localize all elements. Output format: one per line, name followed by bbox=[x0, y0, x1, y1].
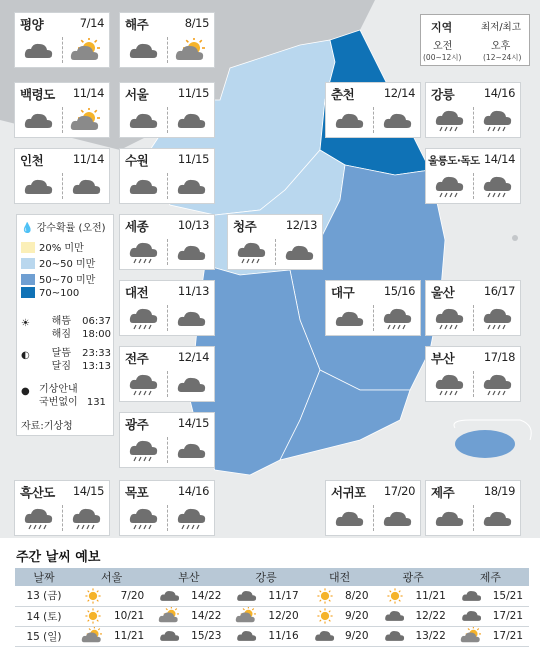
weekly-cell bbox=[375, 606, 452, 626]
weekly-cell bbox=[452, 606, 529, 626]
weekly-temp: 14/22 bbox=[191, 610, 222, 622]
sun-cloud-icon bbox=[79, 627, 107, 645]
legend-title-text: 강수확률 (오전) bbox=[36, 223, 106, 234]
cloud-icon bbox=[172, 240, 212, 266]
city-temp: 10/13 bbox=[177, 218, 209, 232]
city-card bbox=[425, 480, 521, 536]
weekly-temp: 11/17 bbox=[268, 589, 299, 602]
cloud-icon bbox=[381, 627, 409, 645]
legend-item-50-70: 50~70 미만 bbox=[21, 271, 95, 286]
city-name: 해주 bbox=[125, 17, 149, 32]
pm-weather bbox=[63, 35, 111, 67]
am-weather bbox=[120, 503, 168, 535]
city-name: 수원 bbox=[125, 153, 149, 168]
rain-icon bbox=[124, 438, 164, 464]
am-weather bbox=[120, 237, 168, 269]
pm-weather bbox=[168, 237, 216, 269]
city-temp: 18/19 bbox=[483, 484, 515, 498]
pm-weather bbox=[374, 105, 422, 137]
weekly-date: 14 (토) bbox=[15, 606, 73, 626]
city-card bbox=[325, 480, 421, 536]
am-weather bbox=[15, 35, 63, 67]
cloud-icon bbox=[19, 108, 59, 134]
am-weather bbox=[326, 503, 374, 535]
cloud-icon bbox=[124, 38, 164, 64]
am-weather bbox=[120, 303, 168, 335]
weekly-cell bbox=[150, 586, 227, 606]
weekly-temp: 14/22 bbox=[191, 589, 222, 602]
weekly-cell bbox=[150, 606, 227, 626]
city-card bbox=[227, 214, 323, 270]
pm-weather bbox=[168, 503, 216, 535]
rain-icon bbox=[478, 306, 518, 332]
pm-weather bbox=[168, 35, 216, 67]
sun-cloud-icon bbox=[233, 607, 261, 625]
pm-weather bbox=[374, 303, 422, 335]
key-am-range: (00~12시) bbox=[423, 53, 462, 62]
weekly-temp: 12/22 bbox=[415, 610, 446, 622]
city-name: 흑산도 bbox=[20, 485, 55, 500]
city-name: 평양 bbox=[20, 17, 44, 32]
rain-icon bbox=[124, 372, 164, 398]
am-weather bbox=[326, 105, 374, 137]
sun-cloud-icon bbox=[156, 607, 184, 625]
cloud-icon bbox=[378, 108, 418, 134]
weekly-title: 주간 날씨 예보 bbox=[16, 550, 101, 565]
city-name: 강릉 bbox=[431, 87, 455, 102]
city-temp: 11/13 bbox=[177, 284, 209, 298]
city-card bbox=[425, 280, 521, 336]
forecast-info: ● 기상안내 국번없이 131 bbox=[21, 384, 106, 408]
pm-weather bbox=[474, 303, 522, 335]
am-weather bbox=[120, 171, 168, 203]
city-name: 대구 bbox=[331, 285, 355, 300]
cloud-icon bbox=[124, 174, 164, 200]
city-name: 제주 bbox=[431, 485, 455, 500]
am-weather bbox=[426, 171, 474, 203]
sun-cloud-icon bbox=[67, 108, 107, 134]
cloud-icon bbox=[280, 240, 320, 266]
city-name: 전주 bbox=[125, 351, 149, 366]
cloud-icon bbox=[172, 438, 212, 464]
cloud-icon bbox=[330, 506, 370, 532]
weekly-cell bbox=[305, 586, 375, 606]
city-name: 서울 bbox=[125, 87, 149, 102]
legend-item-lt20: 20% 미만 bbox=[21, 239, 84, 254]
city-name: 세종 bbox=[125, 219, 149, 234]
rain-icon bbox=[124, 306, 164, 332]
weekly-temp: 10/21 bbox=[113, 610, 145, 622]
weekly-temp: 11/21 bbox=[113, 630, 145, 642]
weekly-header: 대전 bbox=[305, 568, 375, 586]
city-name: 서귀포 bbox=[331, 485, 366, 500]
cloud-icon bbox=[430, 506, 470, 532]
legend bbox=[16, 214, 114, 436]
weekly-cell bbox=[73, 606, 150, 626]
weekly-row bbox=[15, 626, 529, 646]
weekly-row bbox=[15, 586, 529, 606]
pm-weather bbox=[474, 171, 522, 203]
rain-icon bbox=[172, 506, 212, 532]
key-box bbox=[420, 14, 530, 66]
am-weather bbox=[426, 303, 474, 335]
cloud-icon bbox=[172, 174, 212, 200]
weekly-cell bbox=[375, 586, 452, 606]
weekly-forecast-table bbox=[15, 568, 529, 647]
city-card bbox=[119, 12, 215, 68]
rain-icon bbox=[430, 174, 470, 200]
am-weather bbox=[426, 105, 474, 137]
sun-times: ☀ 해뜸 06:37 해짐 18:00 bbox=[21, 316, 111, 340]
am-weather bbox=[15, 105, 63, 137]
pm-weather bbox=[168, 171, 216, 203]
city-name: 백령도 bbox=[20, 87, 55, 102]
weekly-temp: 13/22 bbox=[415, 630, 446, 642]
am-weather bbox=[228, 237, 276, 269]
key-region: 지역 bbox=[431, 21, 453, 34]
cloud-icon bbox=[233, 587, 261, 605]
weekly-header: 강릉 bbox=[227, 568, 304, 586]
city-temp: 17/18 bbox=[483, 350, 515, 364]
am-weather bbox=[120, 105, 168, 137]
sun-icon bbox=[311, 607, 339, 625]
rain-icon bbox=[67, 506, 107, 532]
pm-weather bbox=[63, 171, 111, 203]
city-card bbox=[119, 346, 215, 402]
weekly-temp: 9/20 bbox=[344, 610, 369, 622]
legend-title: 💧 강수확률 (오전) bbox=[21, 223, 106, 234]
cloud-icon bbox=[172, 306, 212, 332]
city-name: 울릉도·독도 bbox=[428, 155, 480, 167]
weekly-temp: 11/21 bbox=[415, 589, 446, 602]
weekly-cell bbox=[150, 626, 227, 646]
cloud-icon bbox=[458, 587, 486, 605]
city-temp: 14/15 bbox=[177, 416, 209, 430]
city-card bbox=[119, 280, 215, 336]
weekly-temp: 12/20 bbox=[268, 610, 299, 622]
rain-icon bbox=[430, 108, 470, 134]
cloud-icon bbox=[156, 587, 184, 605]
city-card bbox=[119, 148, 215, 204]
cloud-icon bbox=[330, 108, 370, 134]
rain-icon bbox=[430, 372, 470, 398]
am-weather bbox=[120, 35, 168, 67]
rain-icon bbox=[478, 174, 518, 200]
city-card bbox=[14, 148, 110, 204]
weekly-header: 서울 bbox=[73, 568, 150, 586]
am-weather bbox=[326, 303, 374, 335]
rain-icon bbox=[19, 506, 59, 532]
city-name: 대전 bbox=[125, 285, 149, 300]
weekly-temp: 15/21 bbox=[492, 589, 523, 602]
city-temp: 12/14 bbox=[177, 350, 209, 364]
am-weather bbox=[15, 503, 63, 535]
rain-icon bbox=[124, 240, 164, 266]
city-temp: 7/14 bbox=[79, 16, 104, 30]
city-card bbox=[325, 280, 421, 336]
cloud-icon bbox=[311, 627, 339, 645]
city-temp: 11/14 bbox=[72, 86, 104, 100]
pm-weather bbox=[276, 237, 324, 269]
weekly-temp: 8/20 bbox=[344, 589, 369, 602]
weekly-cell bbox=[452, 626, 529, 646]
weekly-header: 제주 bbox=[452, 568, 529, 586]
city-temp: 14/16 bbox=[177, 484, 209, 498]
cloud-icon bbox=[156, 627, 184, 645]
sun-cloud-icon bbox=[67, 38, 107, 64]
city-temp: 16/17 bbox=[483, 284, 515, 298]
city-card bbox=[425, 346, 521, 402]
pm-weather bbox=[474, 369, 522, 401]
weekly-temp: 7/20 bbox=[120, 589, 145, 602]
weekly-cell bbox=[73, 586, 150, 606]
pm-weather bbox=[374, 503, 422, 535]
city-name: 부산 bbox=[431, 351, 455, 366]
rain-icon bbox=[478, 108, 518, 134]
sun-cloud-icon bbox=[172, 38, 212, 64]
weekly-date: 13 (금) bbox=[15, 586, 73, 606]
moon-icon: ◐ bbox=[21, 350, 30, 361]
pm-weather bbox=[63, 503, 111, 535]
weekly-cell bbox=[375, 626, 452, 646]
sun-cloud-icon bbox=[458, 627, 486, 645]
weekly-row bbox=[15, 606, 529, 626]
weekly-cell bbox=[227, 606, 304, 626]
jeju-island bbox=[455, 430, 515, 458]
city-card bbox=[14, 82, 110, 138]
city-card bbox=[425, 148, 521, 204]
city-name: 울산 bbox=[431, 285, 455, 300]
city-temp: 14/16 bbox=[483, 86, 515, 100]
weekly-temp: 17/21 bbox=[492, 630, 523, 642]
city-temp: 12/14 bbox=[383, 86, 415, 100]
weekly-cell bbox=[227, 586, 304, 606]
sun-icon: ☀ bbox=[21, 318, 30, 329]
rain-icon bbox=[232, 240, 272, 266]
pm-weather bbox=[168, 105, 216, 137]
key-minmax: 최저/최고 bbox=[481, 22, 521, 33]
city-name: 춘천 bbox=[331, 87, 355, 102]
city-temp: 11/15 bbox=[177, 86, 209, 100]
rain-icon bbox=[478, 372, 518, 398]
city-name: 광주 bbox=[125, 417, 149, 432]
city-card bbox=[14, 480, 110, 536]
weekly-cell bbox=[305, 626, 375, 646]
weekly-cell bbox=[305, 606, 375, 626]
cloud-icon bbox=[124, 108, 164, 134]
city-name: 청주 bbox=[233, 219, 257, 234]
weekly-header: 부산 bbox=[150, 568, 227, 586]
cloud-icon bbox=[330, 306, 370, 332]
am-weather bbox=[120, 369, 168, 401]
sun-icon bbox=[79, 587, 107, 605]
cloud-icon bbox=[67, 174, 107, 200]
am-weather bbox=[15, 171, 63, 203]
weekly-temp: 17/21 bbox=[492, 610, 523, 622]
source: 자료:기상청 bbox=[21, 421, 73, 432]
key-pm: 오후 bbox=[491, 41, 511, 52]
rain-icon bbox=[430, 306, 470, 332]
am-weather bbox=[120, 435, 168, 467]
legend-item-70-100: 70~100 bbox=[21, 287, 79, 299]
cloud-icon bbox=[19, 174, 59, 200]
city-temp: 14/14 bbox=[483, 152, 515, 166]
rain-icon bbox=[124, 506, 164, 532]
city-temp: 11/15 bbox=[177, 152, 209, 166]
pm-weather bbox=[63, 105, 111, 137]
weekly-cell bbox=[227, 626, 304, 646]
cloud-icon bbox=[381, 607, 409, 625]
city-temp: 11/14 bbox=[72, 152, 104, 166]
key-am: 오전 bbox=[433, 41, 453, 52]
pm-weather bbox=[474, 503, 522, 535]
pm-weather bbox=[474, 105, 522, 137]
cloud-icon bbox=[233, 627, 261, 645]
cloud-icon bbox=[172, 108, 212, 134]
info-icon: ● bbox=[21, 386, 30, 397]
city-temp: 12/13 bbox=[285, 218, 317, 232]
rain-icon bbox=[378, 306, 418, 332]
city-card bbox=[119, 82, 215, 138]
am-weather bbox=[426, 369, 474, 401]
city-card bbox=[325, 82, 421, 138]
am-weather bbox=[426, 503, 474, 535]
weekly-cell bbox=[73, 626, 150, 646]
weekly-cell bbox=[452, 586, 529, 606]
weekly-temp: 11/16 bbox=[268, 630, 299, 642]
weekly-header: 광주 bbox=[375, 568, 452, 586]
city-card bbox=[119, 214, 215, 270]
cloud-icon bbox=[458, 607, 486, 625]
pm-weather bbox=[168, 435, 216, 467]
moon-times: ◐ 달뜸 23:33 달짐 13:13 bbox=[21, 348, 111, 372]
weekly-date: 15 (일) bbox=[15, 626, 73, 646]
city-temp: 8/15 bbox=[184, 16, 209, 30]
cloud-icon bbox=[378, 506, 418, 532]
cloud-icon bbox=[19, 38, 59, 64]
weekly-temp: 15/23 bbox=[191, 630, 222, 642]
city-temp: 17/20 bbox=[383, 484, 415, 498]
city-temp: 15/16 bbox=[383, 284, 415, 298]
city-name: 인천 bbox=[20, 153, 44, 168]
pm-weather bbox=[168, 369, 216, 401]
city-temp: 14/15 bbox=[72, 484, 104, 498]
cloud-icon bbox=[172, 372, 212, 398]
legend-item-20-50: 20~50 미만 bbox=[21, 255, 95, 270]
sun-icon bbox=[381, 587, 409, 605]
weekly-temp: 9/20 bbox=[344, 630, 369, 642]
cloud-icon bbox=[478, 506, 518, 532]
city-card bbox=[14, 12, 110, 68]
ulleungdo-dot bbox=[512, 235, 518, 241]
key-pm-range: (12~24시) bbox=[483, 53, 522, 62]
weekly-header: 날짜 bbox=[15, 568, 73, 586]
city-card bbox=[119, 480, 215, 536]
city-card bbox=[425, 82, 521, 138]
city-card bbox=[119, 412, 215, 468]
pm-weather bbox=[168, 303, 216, 335]
sun-icon bbox=[311, 587, 339, 605]
city-name: 목포 bbox=[125, 485, 149, 500]
sun-icon bbox=[79, 607, 107, 625]
